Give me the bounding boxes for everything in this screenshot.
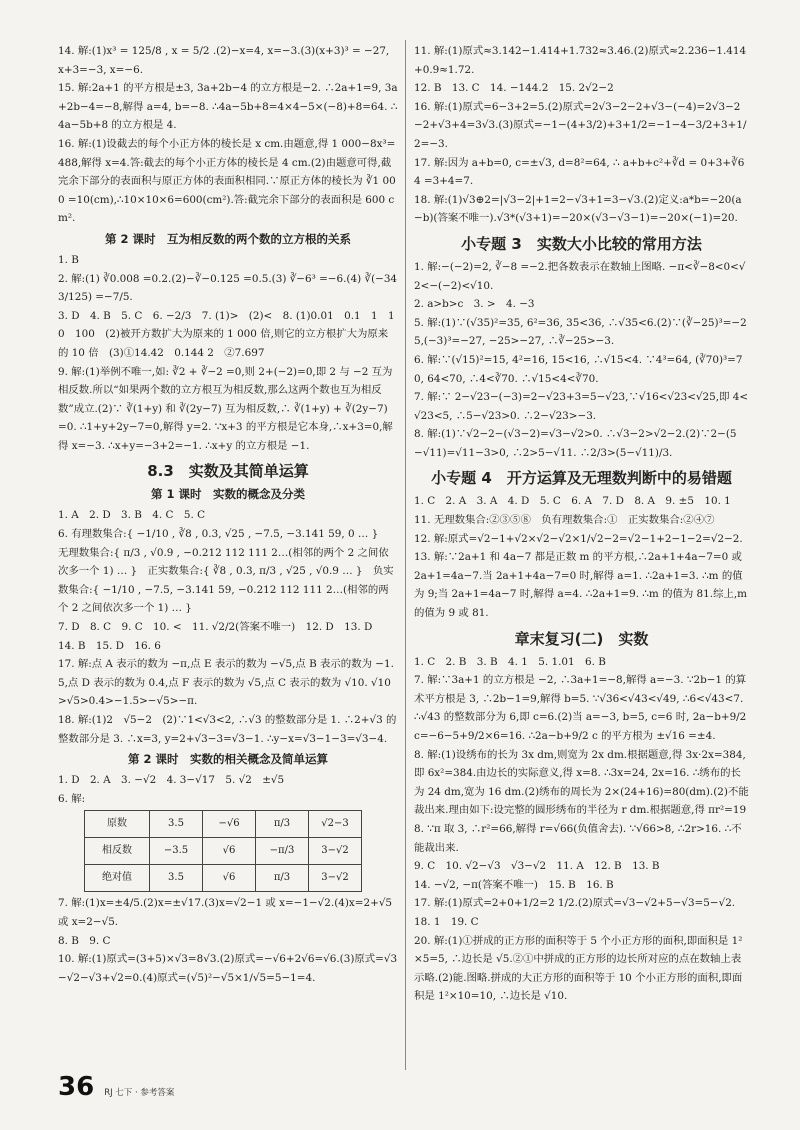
answer-item: 1. D 2. A 3. −√2 4. 3−√17 5. √2 ±√5 <box>58 774 285 787</box>
answer-item: 2. 解:(1) ∛0.008 =0.2.(2)−∛−0.125 =0.5.(3) ∛−6³ =−6.(4) ∛(−343/125) =−7/5. <box>58 272 398 304</box>
section-heading: 小专题 4 开方运算及无理数判断中的易错题 <box>431 469 732 488</box>
left-column <box>58 42 398 987</box>
answer-item: 14. 解:(1)x³ = 125/8 , x = 5/2 .(2)−x=4, x=−3.(3)(x+3)³ = −27, x+3=−3, x=−6. <box>58 45 393 76</box>
lesson-heading: 第 1 课时 实数的概念及分类 <box>150 487 305 502</box>
answer-item: 1. 解:−(−2)=2, ∛−8 =−2.把各数表示在数轴上图略. −π<∛−8<0<√2<−(−2)<√10. <box>414 260 746 292</box>
answer-item: 20. 解:(1)①拼成的正方形的面积等于 5 个小正方形的面积,即面积是 1²×5=5, ∴边长是 √5.②①中拼成的正方形的边长所对应的点在数轴上表示略.(2)能.图略.拼成的大正方形的面积等于 10 个小正方形的面积,即面积是 1²×10=10, ∴边长是 √10. <box>414 934 743 1003</box>
table-cell: −√6 <box>203 811 256 838</box>
table-row-header: 绝对值 <box>85 865 150 892</box>
answer-item: 17. 解:因为 a+b=0, c=±√3, d=8²=64, ∴ a+b+c²+∛d = 0+3+∛64 =3+4=7. <box>414 156 745 188</box>
answer-item: 15. 解:2a+1 的平方根是±3, 3a+2b−4 的立方根是−2. ∴2a+1=9, 3a+2b−4=−8,解得 a=4, b=−8. ∴4a−5b+8=4×4−5×(−8)+8=64. ∴4a−5b+8 的立方根是 4. <box>58 82 398 132</box>
table-cell: −3.5 <box>150 838 203 865</box>
answer-item: 17. 解:点 A 表示的数为 −π,点 E 表示的数为 −√5,点 B 表示的数为 −1.5,点 D 表示的数为 0.4,点 F 表示的数为 √5,点 C 表示的数为 √10. √10>√5>0.4>−1.5>−√5>−π. <box>58 658 394 708</box>
table-cell: π/3 <box>256 811 309 838</box>
table-row-header: 相反数 <box>85 838 150 865</box>
lesson-heading: 第 2 课时 互为相反数的两个数的立方根的关系 <box>104 231 351 246</box>
answer-item: 7. D 8. C 9. C 10. < 11. √2/2(答案不唯一) 12. D 13. D <box>58 621 373 634</box>
answer-item: 8. 解:(1)∵√2−2−(√3−2)=√3−√2>0. ∴√3−2>√2−2.(2)∵2−(5−√11)=√11−3>0, ∴2>5−√11. ∴2/3>(5−√11)/3. <box>414 428 737 459</box>
answer-item: 18. 解:(1)2 √5−2 (2)∵1<√3<2, ∴√3 的整数部分是 1. ∴2+√3 的整数部分是 3. ∴x=3, y=2+√3−3=√3−1. ∴y−x=√3−1−3=√3−4. <box>58 714 397 745</box>
answer-item: 2. a>b>c 3. > 4. −3 <box>414 298 535 311</box>
answer-item: 16. 解:(1)原式=6−3+2=5.(2)原式=2√3−2−2+√3−(−4)=2√3−2−2+√3+4=3√3.(3)原式=−1−(4+3/2)+3+1/2=−1−4−3/2+3+1/2=−3. <box>414 100 747 150</box>
answer-item: 10. 解:(1)原式=(3+5)×√3=8√3.(2)原式=−√6+2√6=√6.(3)原式=√3−√2−√3+√2=0.(4)原式=(√5)²−√5×1/√5=5−1=4. <box>58 953 398 984</box>
table-cell: 3−√2 <box>309 838 362 865</box>
section-heading: 小专题 3 实数大小比较的常用方法 <box>461 234 702 253</box>
answer-item: 6. 有理数集合:{ −1/10 , ∛8 , 0.3, √25 , −7.5, −3.141 59, 0 … } 无理数集合:{ π/3 , √0.9 , −0.212 112 111 2…(相邻的两个 2 之间依次多一个 1) … } 正实数集合:{ ∛8 , 0.3, π/3 , √25 , √0.9 … } 负实数集合:{ −1/10 , −7.5, −3.141 59, −0.212 112 111 2…(相邻的两个 2 之间依次多一个 1) … } <box>58 528 394 615</box>
answer-item: 1. B <box>58 253 79 266</box>
table-row <box>85 865 362 892</box>
table-cell: 3.5 <box>150 811 203 838</box>
answer-item: 16. 解:(1)设截去的每个小正方体的棱长是 x cm.由题意,得 1 000−8x³=488,解得 x=4.答:截去的每个小正方体的棱长是 4 cm.(2)由题意可得,截完余下部分的表面积与原正方体的表面积相同.∵原正方体的棱长为 ∛1 000 =10(cm),∴10×10×6=600(cm²).答:截完余下部分的表面积是 600 cm². <box>58 137 396 225</box>
answer-item: 18. 1 19. C <box>414 915 479 928</box>
footer-label: RJ 七下 · 参考答案 <box>104 1088 175 1098</box>
answer-item: 13. 解:∵2a+1 和 4a−7 都是正数 m 的平方根,∴2a+1+4a−7=0 或 2a+1=4a−7.当 2a+1+4a−7=0 时,解得 a=1. ∴2a+1=3. ∴m 的值为 9;当 2a+1=4a−7 时,解得 a=4. ∴2a+1=9. ∴m 的值为 81.综上,m 的值为 9 或 81. <box>414 551 751 620</box>
right-column <box>414 42 749 1006</box>
answer-item: 8. 解:(1)设绣布的长为 3x dm,则宽为 2x dm.根据题意,得 3x·2x=384,即 6x²=384.由边长的实际意义,得 x=8. ∴3x=24, 2x=16. ∴绣布的长为 24 dm,宽为 16 dm.(2)绣布的周长为 2×(24+16)=80(dm).(2)不能裁出来.理由如下:设完整的圆形绣布的半径为 r dm.根据题意,得 πr²=198. ∵π 取 3, ∴r²=66,解得 r=√66(负值舍去). ∵√66>8, ∴2r>16. ∴不能裁出来. <box>414 748 749 854</box>
table-row <box>85 811 362 838</box>
answer-item: 9. C 10. √2−√3 √3−√2 11. A 12. B 13. B <box>414 860 660 873</box>
answer-item: 7. 解:(1)x=±4/5.(2)x=±√17.(3)x=√2−1 或 x=−1−√2.(4)x=2+√5 或 x=2−√5. <box>58 897 396 928</box>
page-number: 36 <box>58 1072 95 1102</box>
table-cell: √6 <box>203 838 256 865</box>
answer-item: 5. 解:(1)∵(√35)²=35, 6²=36, 35<36, ∴√35<6.(2)∵(∛−25)³=−25,(−3)³=−27, −25>−27, ∴∛−25>−3. <box>414 316 747 348</box>
answer-item: 14. −√2, −π(答案不唯一) 15. B 16. B <box>414 878 614 891</box>
answer-item: 3. D 4. B 5. C 6. −2/3 7. (1)> (2)< 8. (1)0.01 0.1 1 10 100 (2)被开方数扩大为原来的 1 000 倍,则它的立方根扩大为原来的 10 倍 (3)①14.42 0.144 2 ②7.697 <box>58 309 395 359</box>
answer-item: 14. B 15. D 16. 6 <box>58 639 161 652</box>
answer-item: 9. 解:(1)举例不唯一,如: ∛2 + ∛−2 =0,则 2+(−2)=0,即 2 与 −2 互为相反数.所以“如果两个数的立方根互为相反数,那么这两个数也互为相反数”成立.(2)∵ ∛(1+y) 和 ∛(2y−7) 互为相反数,∴ ∛(1+y) + ∛(2y−7) =0. ∴1+y+2y−7=0,解得 y=2. ∵x+3 的平方根是它本身,∴x+3=0,解得 x=−3. ∴x+y=−3+2=−1. ∴x+y 的立方根是 −1. <box>58 365 393 452</box>
answer-item: 1. C 2. A 3. A 4. D 5. C 6. A 7. D 8. A 9. ±5 10. 1 <box>414 495 731 508</box>
answer-item: 1. A 2. D 3. B 4. C 5. C <box>58 509 206 522</box>
answer-item: 17. 解:(1)原式=2+0+1/2=2 1/2.(2)原式=√3−√2+5−√3=5−√2. <box>414 897 736 910</box>
answer-item: 12. 解:原式=√2−1+√2×√2−√2×1/√2−2=√2−1+2−1−2=√2−2. <box>414 532 743 545</box>
table-row <box>85 838 362 865</box>
lesson-heading: 第 2 课时 实数的相关概念及简单运算 <box>127 752 328 767</box>
table-cell: 3−√2 <box>309 865 362 892</box>
number-property-table <box>84 810 362 892</box>
answer-item: 6. 解: <box>58 792 86 805</box>
table-cell: −π/3 <box>256 838 309 865</box>
answer-item: 7. 解:∵ 2−√23−(−3)=2−√23+3=5−√23,∵√16<√23<√25,即 4<√23<5, ∴5−√23>0. ∴2−√23>−3. <box>414 391 749 422</box>
column-divider <box>405 40 406 1070</box>
answer-item: 12. B 13. C 14. −144.2 15. 2√2−2 <box>414 82 614 95</box>
answer-item: 7. 解:∵3a+1 的立方根是 −2, ∴3a+1=−8,解得 a=−3. ∵2b−1 的算术平方根是 3, ∴2b−1=9,解得 b=5. ∵√36<√43<√49, ∴6<√43<7. ∴√43 的整数部分为 6,即 c=6.(2)当 a=−3, b=5, c=6 时, 2a−b+9/2 c=−6−5+9/2×6=16. ∴2a−b+9/2 c 的平方根为 ±√16 =±4. <box>414 674 750 742</box>
answer-item: 6. 解:∵(√15)²=15, 4²=16, 15<16, ∴√15<4. ∵4³=64, (∛70)³=70, 64<70, ∴4<∛70. ∴√15<4<∛70. <box>414 353 743 385</box>
answer-item: 11. 解:(1)原式≈3.142−1.414+1.732≈3.46.(2)原式≈2.236−1.414+0.9≈1.72. <box>414 45 747 76</box>
table-row-header: 原数 <box>85 811 150 838</box>
table-cell: √6 <box>203 865 256 892</box>
table-cell: π/3 <box>256 865 309 892</box>
answer-item: 8. B 9. C <box>58 934 111 947</box>
section-heading: 章末复习(二) 实数 <box>514 629 649 648</box>
answer-item: 1. C 2. B 3. B 4. 1 5. 1.01 6. B <box>414 655 606 668</box>
answer-table-block <box>58 790 398 893</box>
answer-item: 11. 无理数集合:②③⑤⑧ 负有理数集合:① 正实数集合:②④⑦ <box>414 514 715 527</box>
page-footer <box>58 1072 174 1102</box>
answer-item: 18. 解:(1)√3⊕2=|√3−2|+1=2−√3+1=3−√3.(2)定义:a*b=−20(a−b)(答案不唯一).√3*(√3+1)=−20×(√3−√3−1)=−20×(−1)=20. <box>414 193 742 225</box>
table-cell: 3.5 <box>150 865 203 892</box>
section-heading: 8.3 实数及其简单运算 <box>147 462 309 481</box>
table-cell: √2−3 <box>309 811 362 838</box>
